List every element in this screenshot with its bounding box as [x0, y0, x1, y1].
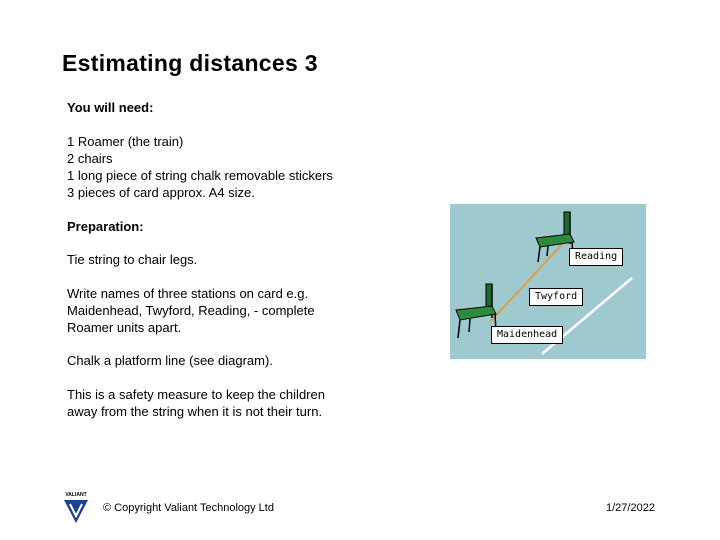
slide-title: Estimating distances 3 — [62, 50, 318, 76]
string-line — [490, 240, 566, 322]
copyright-text: © Copyright Valiant Technology Ltd — [103, 502, 274, 514]
chalk-instruction: Chalk a platform line (see diagram). — [67, 353, 273, 368]
need-list — [67, 133, 333, 201]
footer-date: 1/27/2022 — [606, 502, 655, 514]
valiant-logo — [60, 490, 92, 524]
need-heading: You will need: — [67, 100, 154, 115]
safety-line: away from the string when it is not their turn. — [67, 404, 323, 419]
station-diagram — [450, 204, 646, 359]
station-card-reading: Reading — [569, 248, 623, 266]
logo-text: VALIANT — [65, 492, 87, 498]
need-item: 3 pieces of card approx. A4 size. — [67, 185, 255, 200]
need-item: 1 Roamer (the train) — [67, 134, 184, 149]
write-line: Roamer units apart. — [67, 320, 182, 335]
write-instruction — [67, 285, 315, 336]
safety-line: This is a safety measure to keep the children — [67, 387, 325, 402]
station-card-maidenhead: Maidenhead — [491, 326, 563, 344]
safety-note — [67, 386, 325, 420]
prep-heading: Preparation: — [67, 219, 144, 234]
write-line: Maidenhead, Twyford, Reading, - complete — [67, 303, 315, 318]
need-item: 1 long piece of string chalk removable stickers — [67, 168, 333, 183]
need-item: 2 chairs — [67, 151, 113, 166]
chair-icon — [456, 284, 496, 338]
station-card-twyford: Twyford — [529, 288, 583, 306]
write-line: Write names of three stations on card e.g. — [67, 286, 309, 301]
tie-instruction: Tie string to chair legs. — [67, 252, 198, 267]
